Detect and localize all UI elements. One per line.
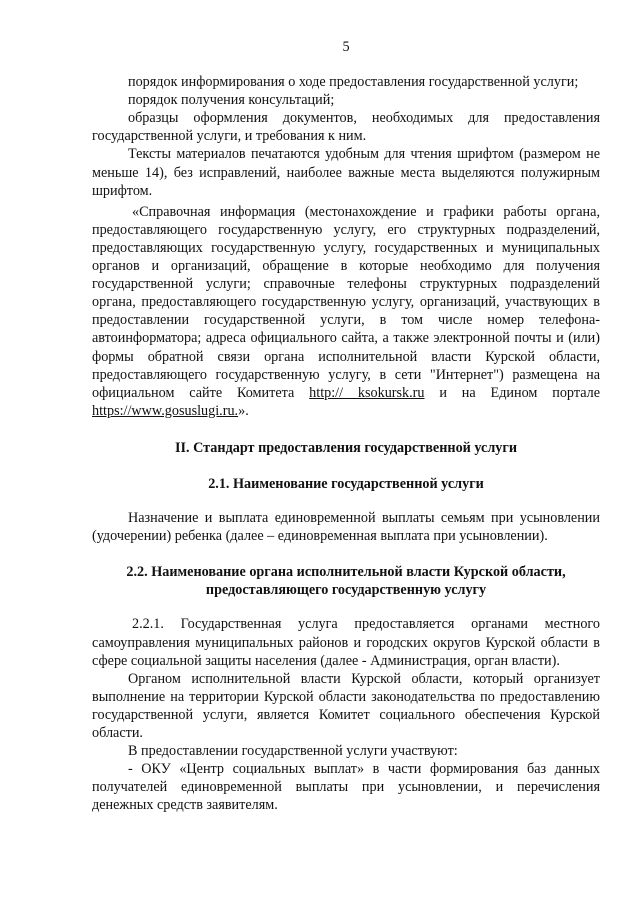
paragraph-consultation-order: порядок получения консультаций; bbox=[128, 92, 335, 109]
page-number: 5 bbox=[342, 39, 350, 55]
paragraph-participants-intro: В предоставлении государственной услуги участвуют: bbox=[128, 743, 458, 760]
committee-site-link[interactable]: http:// ksokursk.ru bbox=[309, 384, 425, 401]
reference-info-text: «Справочная информация (местонахождение и графики работы органа, предоставляющего государственную услугу, его структурных подразделений, предоставляющих государственную услугу, государственных и муниципальных органов и организаций, обращение в которые необходимо для получения государственной услуги; справочные телефоны структурных подразделений органа, предоставляющего государственную услугу, организаций, участвующих в предоставлении государственной услуги, в том числе номер телефона-автоинформатора; адреса официального сайта, а также электронной почты и (или) формы обратной связи органа исполнительной власти Курской области, предоставляющего государственную услугу, в сети "Интернет") размещена на официальном сайте Комитета bbox=[92, 203, 600, 401]
section-2-heading: II. Стандарт предоставления государственной услуги bbox=[174, 439, 518, 456]
paragraph-service-name: Назначение и выплата единовременной выплаты семьям при усыновлении (удочерении) ребенка (далее – единовременная выплата при усыновлении). bbox=[92, 510, 600, 545]
gosuslugi-portal-link[interactable]: https://www.gosuslugi.ru. bbox=[92, 402, 239, 419]
section-2-2-heading-line1: 2.2. Наименование органа исполнительной власти Курской области, bbox=[126, 564, 566, 581]
paragraph-executive-body: Органом исполнительной власти Курской области, который организует выполнение на территории Курской области законодательства по предоставлению государственной услуги, является Комитет социального обеспечения Курской области. bbox=[92, 670, 600, 741]
section-2-2-heading-line2: предоставляющего государственную услугу bbox=[205, 582, 487, 599]
reference-info-end: ». bbox=[238, 402, 249, 419]
section-2-2-heading bbox=[92, 563, 600, 599]
paragraph-reference-info bbox=[92, 203, 600, 420]
paragraph-font-requirements: Тексты материалов печатаются удобным для чтения шрифтом (размером не меньше 14), без исправлений, наиболее важные места выделяются полужирным шрифтом. bbox=[92, 146, 600, 199]
paragraph-participant-oku: - ОКУ «Центр социальных выплат» в части формирования баз данных получателей единовременной выплаты при усыновлении, и перечисления денежных средств заявителям. bbox=[92, 761, 600, 814]
reference-info-mid: и на Едином портале bbox=[439, 384, 601, 401]
paragraph-info-order: порядок информирования о ходе предоставления государственной услуги; bbox=[128, 74, 579, 91]
section-2-1-heading: 2.1. Наименование государственной услуги bbox=[208, 475, 484, 492]
paragraph-document-samples: образцы оформления документов, необходимых для предоставления государственной услуги, и требования к ним. bbox=[92, 110, 600, 145]
paragraph-2-2-1: 2.2.1. Государственная услуга предоставляется органами местного самоуправления муниципальных районов и городских округов Курской области в сфере социальной защиты населения (далее - Администрация, орган власти). bbox=[92, 616, 600, 669]
